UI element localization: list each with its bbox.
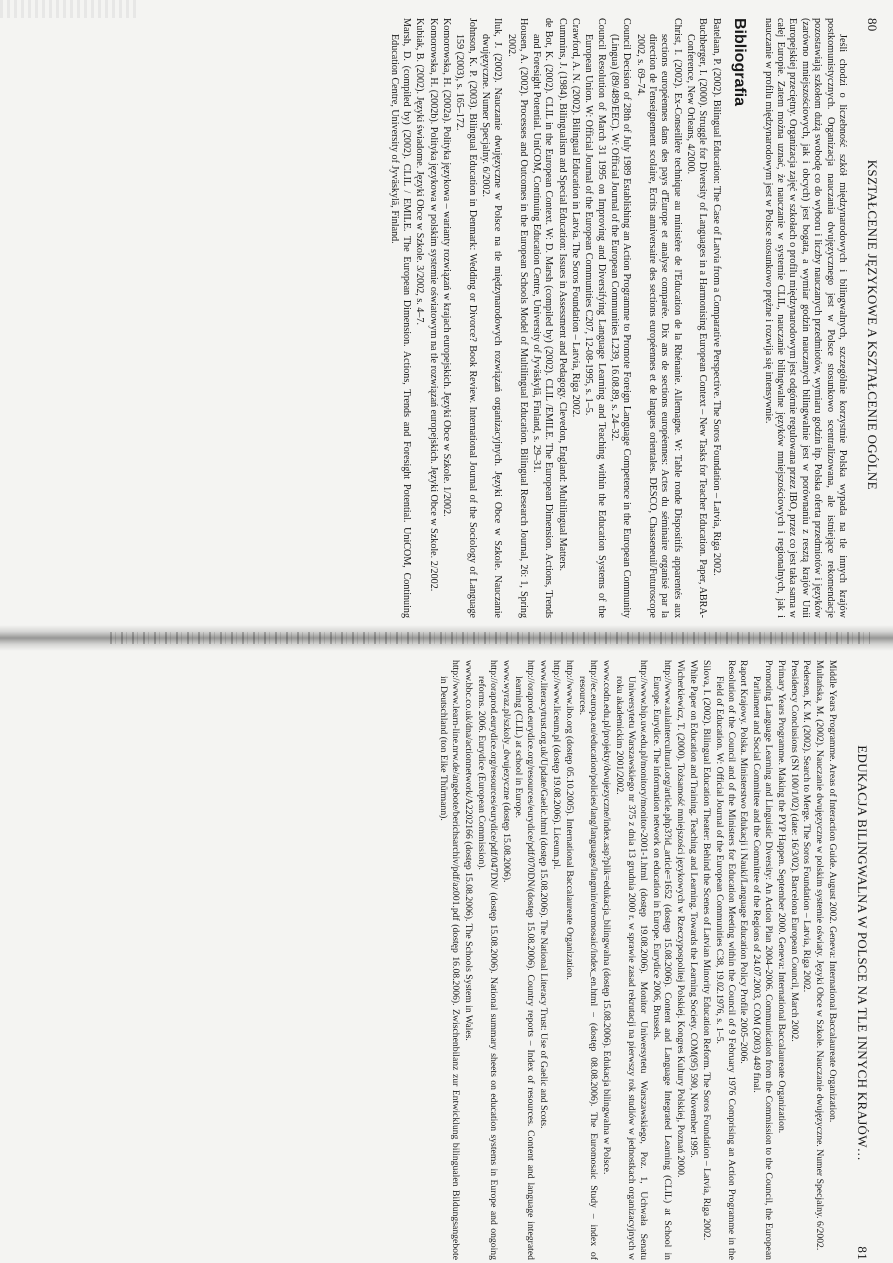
reference-item: de Bot, K. (2002). CLIL in the European Context. W: D. Marsh (compiled by) (2002). CLIL /EMILE. The European Dimension. Actions, Trends and Foresight Potential. UniCOM, Continuing Education Centre, University of Jyväskylä, Finland, s. 29–31.: [531, 18, 555, 618]
scan-artifact: [0, 0, 140, 18]
reference-item: www.literacytrust.org.uk/Update/Gaelic.html (dostęp 15.08.2006). The National Literacy Trust: Use of Gaelic and Scots.: [538, 660, 550, 1129]
running-head: [864, 18, 880, 618]
reference-item: Kubiak, B. (2002). Języki świadome. Języki Obce w Szkole. 3/2002, s. 4–7.: [414, 18, 426, 325]
reference-item: www.bbc.co.uk/dna/actionnetwork/A2202166 (dostęp 15.08.2006). The Schools System in Wales.: [463, 660, 475, 1041]
reference-item: Council Resolution of March 31 1995 on Improving and Diversifying Language Learning and Teaching within the Education Systems of the European Union. W: Official Journal of the European Communities C207, 12-08-1995, s. 1–5.: [583, 18, 607, 618]
page-81: [50, 660, 870, 1260]
reference-item: Silova, I. (2002). Bilingual Education Theater: Behind the Scenes of Latvian Minority Education Reform. The Soros Foundation – Latvia, Riga 2002.: [700, 660, 712, 1241]
page-80: [60, 18, 880, 618]
reference-item: Multańska, M. (2002). Nauczanie dwujęzyczne w polskim systemie oświaty. Języki Obce w Szkole. Nauczanie dwujęzyczne. Numer Specjalny. 6/2002.: [814, 660, 826, 1251]
reference-item: http://www.aulaintercultural.org/article.php3?id_article=1652 (dostęp 15.08.2006). Content and Language Integrated Learning (CLIL) at School in Europe. Eurydice. The information network on education in Europe. Eurydice 2006, Brussels.: [650, 660, 674, 1260]
reference-item: http://oraprod.eurydice.org/resources/eurydice/pdf/047DN/ (dostęp 15.08.2006). National summary sheets on education systems in Europe and ongoing reforms. 2006. Eurydice (European Commission).: [475, 660, 499, 1260]
reference-item: Komorowska, H. (2002b). Polityka językowa w polskim systemie oświatowym na tle rozwiązań europejskich. Języki Obce w Szkole. 2/2002.: [427, 18, 439, 592]
reference-item: Buchberger, I. (2000). Struggle for Diversity of Languages in a Harmonising European Context – New Tasks for Teacher Education. Paper, ABRA-Conference, New Orleans, 4/2000.: [684, 18, 709, 618]
reference-item: Middle Years Programme. Areas of Interaction Guide. August 2002. Geneva: International Baccalaureate Organization.: [827, 660, 839, 1123]
reference-item: Promoting Language Learning and Linguistic Diversity: An Action Plan 2004–2006. Communication from the Commission to the Council, the European Parliament and Social Committee and the Committee of the Regions of 24.07.2003, COM (2003) 449 final.: [751, 660, 774, 1260]
page-number: 81: [855, 1246, 870, 1260]
running-head-title: KSZTAŁCENIE JĘZYKOWE A KSZTAŁCENIE OGÓLNE: [865, 159, 880, 490]
reference-item: http://ec.europa.eu/education/policies/lang/languages/langmin/euromosaic/index_en.html – (dostęp 08.08.2006). The Euromosaic Study – index of resources.: [576, 660, 600, 1260]
reference-item: http://www.ibo.org (dostęp 05.10.2005). International Baccalaureate Organization.: [563, 660, 575, 980]
body-paragraph: Jeśli chodzi o liczebność szkół międzynarodowych i bilingwalnych, szczególnie korzystnie Polska wypada na tle innych krajów postkomunistycznych. Organizacja nauczania dwujęzycznego jest w Polsce stosunkowo scentralizowana, ale istniejące rekomendacje pozostawiają szkołom dużą swobodę co do wyboru i liczby nauczanych przedmiotów, wymiaru godzin itp. Polska oferta przedmiotów i języków (zarówno mniejszościowych, jak i obcych) jest bogata, a wymiar godzin nauczanych bilingwalnie jest w porównaniu z resztą krajów Unii Europejskiej przeciętny. Organizacja zajęć w szkołach o profilu międzynarodowym jest odgórnie regulowana przez IBO, przez co jest taka sama w całej Europie. Zatem można uznać, że nauczanie w systemie CLIL, nauczanie bilingwalne języków mniejszościowych i regionalnych, jak i nauczanie w profilu międzynarodowym jest w Polsce stosunkowo prężne i rozwija się intensywnie.: [762, 18, 849, 618]
reference-item: Cummins, J. (1984). Bilingualism and Special Education: Issues in Assessment and Pedagogy. Clevedon, England: Multilingual Matters.: [556, 18, 568, 572]
reference-item: Johnson, K. P. (2003). Bilingual Education in Denmark: Wedding or Divorce? Book Review. International Journal of the Sociology of Language 159 (2003), s. 165–172.: [454, 18, 478, 618]
reference-item: www.wyraz.pl/szkoly_dwujezyczne (dostęp 15.08.2006).: [500, 660, 512, 883]
reference-item: http://www.liceum.pl (dostęp 19.08.2006). Liceum.pl.: [550, 660, 562, 870]
reference-item: Iluk, J. (2002). Nauczanie dwujęzyczne w Polsce na tle międzynarodowych rozwiązań organizacyjnych. Języki Obce w Szkole. Nauczanie dwujęzyczne. Numer Specjalny. 6/2002.: [479, 18, 504, 618]
reference-item: Pedersen, K. M. (2002). Search to Merge. The Soros Foundation – Latvia, Riga 2002.: [801, 660, 813, 993]
reference-item: Primary Years Programme. Making the PYP Happen. September 2000. Geneva: International Baccalaureate Organization.: [775, 660, 787, 1134]
reference-item: Crawford, A. N. (2002). Bilingual Education in Latvia. The Soros Foundation – Latvia, Riga 2002.: [570, 18, 582, 418]
running-head: [854, 660, 870, 1260]
reference-item: Wicherkiewicz, T. (2000). Tożsamość mniejszości językowych w Rzeczypospolitej Polskiej. Kongres Kultury Polskiej, Poznań 2000.: [675, 660, 687, 1178]
reference-item: White Paper on Education and Training. Teaching and Learning. Towards the Learning Society. COM(95) 590, November 1995.: [688, 660, 700, 1158]
reference-item: http://www.learn-line.nrw.de/angebote/berichsarchiv/pdf/az001.pdf (dostęp 16.08.2006). Zwischenbilanz zur Entwicklung bilingualen Bildungsangebote in Deutschland (ton Eike Thürmann).: [438, 660, 462, 1260]
reference-item: Resolution of the Council and of the Ministers for Education Meeting within the Council of 9 February 1976 Comprising an Action Programme in the Field of Education. W: Official Journal of the European Communities C38, 19.02.1976, s. 1–5.: [713, 660, 737, 1260]
reference-item: Housen, A. (2002). Processes and Outcomes in the European Schools Model of Multilingual Education. Bilingual Research Journal, 26: 1, Spring 2002.: [505, 18, 529, 618]
reference-item: Presidency Conclusions (SN 100/1/02) (date: 16/3/02). Barcelona European Council, March 2002.: [788, 660, 800, 1042]
section-title: Bibliografia: [731, 18, 749, 107]
reference-item: Raport Krajowy. Polska. Ministerstwo Edukacji i Nauki/Language Education Policy Profile 2005–2006.: [738, 660, 750, 1064]
scan-artifact: [110, 632, 870, 644]
reference-item: Christ, I. (2002). Ex-Conseillère technique au ministère de l'Education de la Rhénanie. Allemagne. W: Table ronde Dispositifs apparentés aux sections européennes dans des pays d'Europe et analyse comparée. Dix ans de sections européennes: Actes du séminaire organisé par la direction de l'enseignement scolaire, Ecrits anniversaire des sections européennes et de langues orientales. DESCO, Chasseneuil/Futuroscope 2002, s. 69–74.: [634, 18, 683, 618]
reference-item: Marsh, D. (compiled by) (2002). CLIL / EMILE. The European Dimension. Actions, Trends and Foresight Potential. UniCOM, Continuing Education Centre, University of Jyväskylä, Finland.: [388, 18, 413, 618]
bibliography-list: [438, 660, 839, 1260]
reference-item: http://oraprod.eurydice.org/resources/eurydice/pdf/070DN/(dostęp 15.08.2006). Country reports – Index of resources. Content and language integrated learning (CLIL) at school in Europe.: [513, 660, 537, 1260]
reference-item: http://www.bip.uw.edu.pl/monitory/monitor-2001-1.html (dostęp 19.08.2006). Monitor Uniwersytetu Warszawskiego, Poz. 1, Uchwała Senatu Uniwersytetu Warszawskiego nr 375 z dnia 13 grudnia 2000 r. w sprawie zasad rekrutacji na pierwszy rok studiów w jednostkach organizacyjnych w roku akademickim 2001/2002.: [614, 660, 649, 1260]
reference-item: Council Decision of 28th of July 1989 Establishing an Action Programme to Promote Foreign Language Competence in the European Community (Lingua) (89/489/EEC). W: Official Journal of the European Communities L239, 16.08.89, s. 24–32.: [609, 18, 633, 618]
reference-item: Komorowska, H. (2002a). Polityka językowa – warianty rozwiązań w krajach europejskich. Języki Obce w Szkole. 1/2002.: [441, 18, 452, 517]
reference-item: Batelaan, P. (2002). Bilingual Education: The Case of Latvia from a Comparative Perspective. The Soros Foundation – Latvia, Riga 2002.: [710, 18, 722, 576]
bibliography-list: [387, 18, 721, 618]
running-head-title: EDUKACJA BILINGWALNA W POLSCE NA TLE INNYCH KRAJÓW…: [855, 745, 870, 1162]
reference-item: www.codn.edu.pl/projekty/dwujezyczne/index.asp?plik=edukacja_bilingwalna (dostęp 15.08.2006). Edukacja bilingwalna w Polsce.: [601, 660, 613, 1175]
page-number: 80: [865, 18, 880, 32]
